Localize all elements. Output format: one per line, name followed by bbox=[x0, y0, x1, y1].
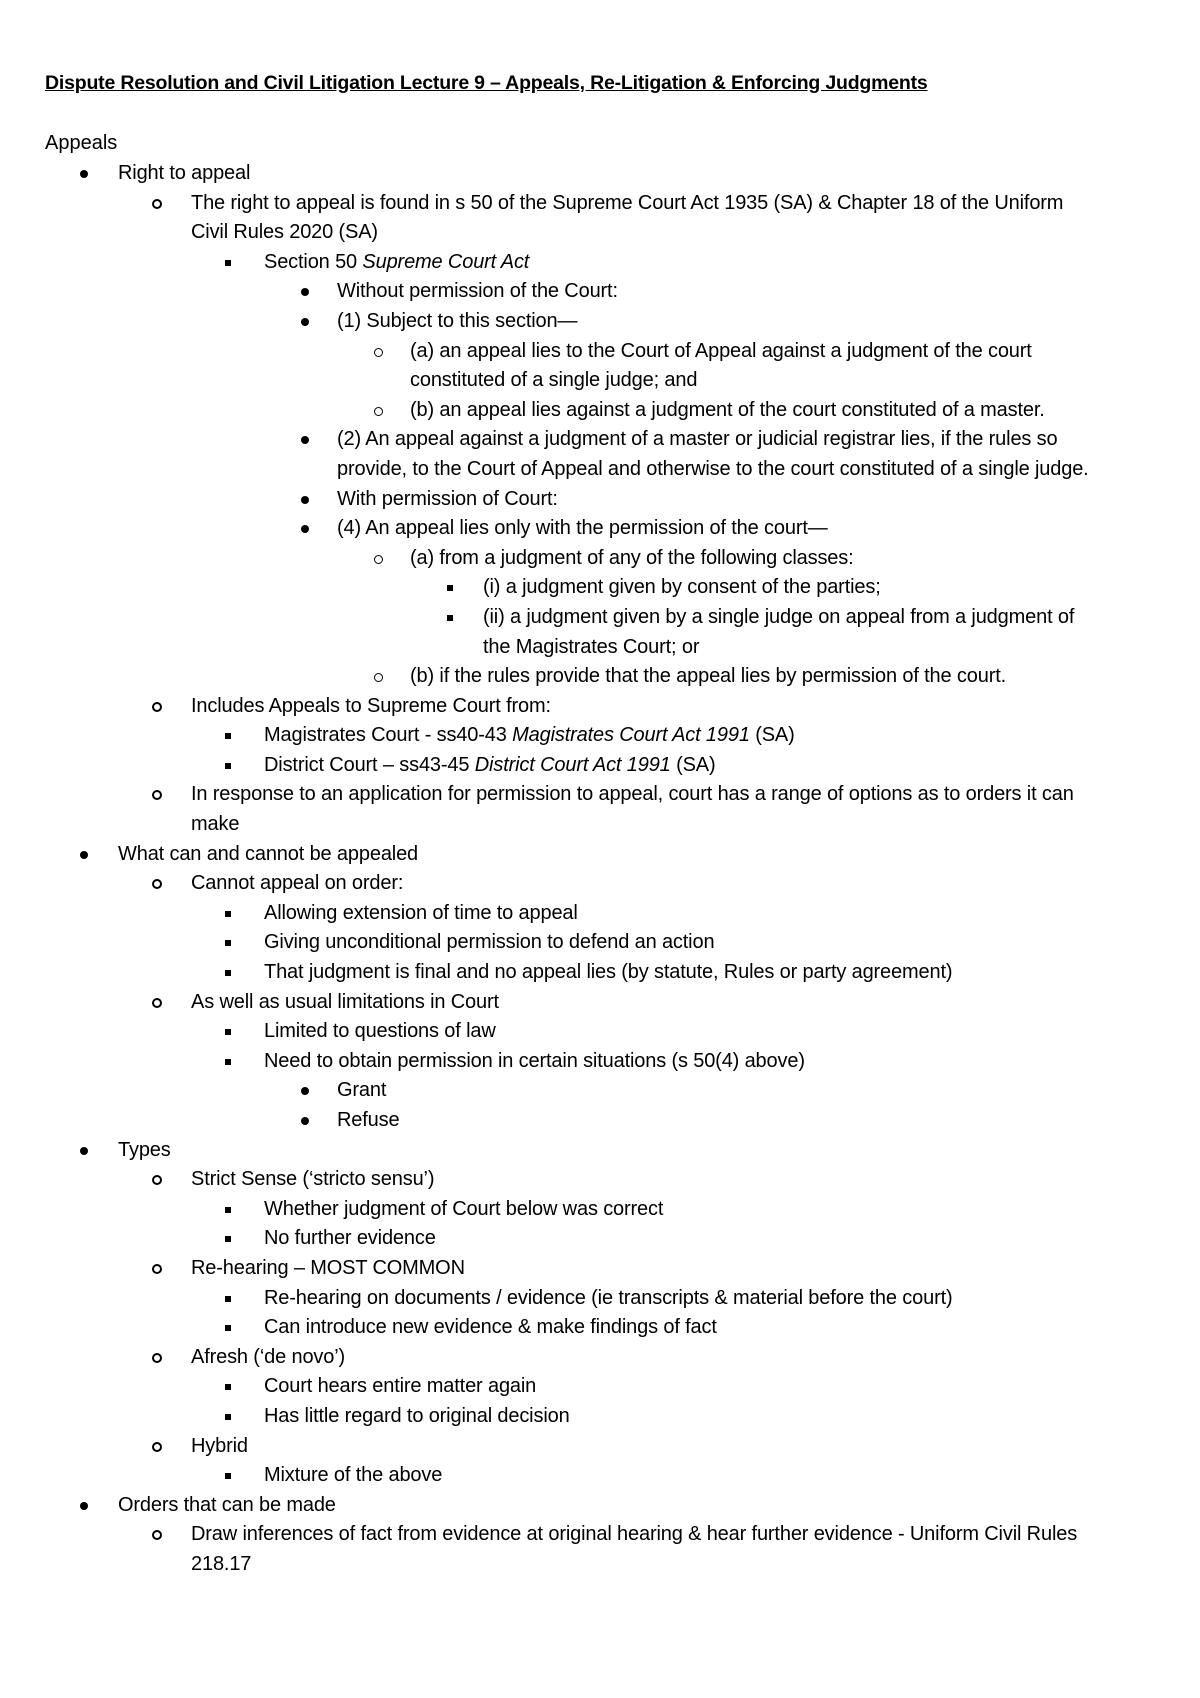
list-item-text bbox=[264, 1195, 1090, 1225]
ring-bullet-icon bbox=[152, 702, 162, 712]
list-item-level-3 bbox=[0, 1402, 1200, 1432]
list-item-text bbox=[337, 1076, 1090, 1106]
list-item-text-main: Need to obtain permission in certain situations (s 50(4) above) bbox=[264, 1049, 805, 1072]
list-item-text-main: Draw inferences of fact from evidence at original hearing & hear further evidence - Uniform Civil Rules 218.17 bbox=[191, 1523, 1078, 1575]
square-bullet-icon bbox=[225, 733, 231, 739]
list-item-text bbox=[410, 544, 1090, 574]
square-bullet-icon bbox=[447, 585, 453, 591]
list-item-text bbox=[264, 248, 1090, 278]
disc-bullet-icon bbox=[80, 851, 88, 859]
list-item-level-2 bbox=[0, 692, 1200, 722]
list-item-text-main: Re-hearing – MOST COMMON bbox=[191, 1256, 465, 1279]
list-item-text bbox=[264, 1224, 1090, 1254]
list-item-text-main: Grant bbox=[337, 1079, 387, 1102]
list-item-text-suffix: (SA) bbox=[670, 753, 716, 776]
list-item-level-1 bbox=[0, 159, 1200, 189]
list-item-text bbox=[191, 780, 1090, 839]
list-item-text bbox=[483, 603, 1090, 662]
list-item-text bbox=[483, 573, 1090, 603]
ring-bullet-icon bbox=[152, 1353, 162, 1363]
list-item-text-main: Magistrates Court - ss40-43 bbox=[264, 724, 513, 747]
list-item-level-2 bbox=[0, 869, 1200, 899]
list-item-text-main: (a) from a judgment of any of the following classes: bbox=[410, 546, 854, 569]
list-item-text-main: Re-hearing on documents / evidence (ie transcripts & material before the court) bbox=[264, 1286, 953, 1309]
list-item-text-main: Orders that can be made bbox=[118, 1493, 336, 1516]
list-item-text bbox=[191, 1432, 1090, 1462]
list-item-text bbox=[118, 1136, 1090, 1166]
list-item-level-2 bbox=[0, 1520, 1200, 1579]
list-item-level-3 bbox=[0, 1195, 1200, 1225]
outline-list bbox=[0, 159, 1200, 1580]
list-item-level-2 bbox=[0, 189, 1200, 248]
circle-bullet-icon bbox=[374, 673, 383, 682]
square-bullet-icon bbox=[447, 615, 453, 621]
list-item-text bbox=[264, 1461, 1090, 1491]
disc-bullet-icon bbox=[301, 525, 309, 533]
list-item-text-main: Allowing extension of time to appeal bbox=[264, 901, 578, 924]
list-item-text-main: Right to appeal bbox=[118, 162, 251, 184]
list-item-text-main: In response to an application for permission to appeal, court has a range of options as to orders it can make bbox=[191, 783, 1074, 836]
list-item-level-3 bbox=[0, 1372, 1200, 1402]
circle-bullet-icon bbox=[374, 407, 383, 416]
list-item-level-4 bbox=[0, 277, 1200, 307]
list-item-text bbox=[264, 1402, 1090, 1432]
list-item-text bbox=[264, 928, 1090, 958]
list-item-text-main: (4) An appeal lies only with the permission of the court— bbox=[337, 517, 828, 540]
list-item-level-2 bbox=[0, 1343, 1200, 1373]
disc-bullet-icon bbox=[80, 1147, 88, 1155]
list-item-text bbox=[264, 1047, 1090, 1077]
list-item-text bbox=[264, 1284, 1090, 1314]
square-bullet-icon bbox=[225, 940, 231, 946]
list-item-level-3 bbox=[0, 1017, 1200, 1047]
list-item-text bbox=[264, 1313, 1090, 1343]
list-item-level-3 bbox=[0, 1284, 1200, 1314]
ring-bullet-icon bbox=[152, 199, 162, 209]
list-item-level-2 bbox=[0, 988, 1200, 1018]
document-title: Dispute Resolution and Civil Litigation Lecture 9 – Appeals, Re-Litigation & Enforcing Judgments bbox=[45, 72, 928, 94]
list-item-text bbox=[264, 958, 1090, 988]
square-bullet-icon bbox=[225, 1325, 231, 1331]
list-item-level-6 bbox=[0, 573, 1200, 603]
disc-bullet-icon bbox=[301, 318, 309, 326]
list-item-text bbox=[264, 899, 1090, 929]
list-item-text-main: Afresh (‘de novo’) bbox=[191, 1345, 346, 1368]
list-item-text-main: Court hears entire matter again bbox=[264, 1375, 537, 1398]
list-item-level-3 bbox=[0, 1224, 1200, 1254]
list-item-text bbox=[118, 840, 1090, 870]
ring-bullet-icon bbox=[152, 879, 162, 889]
list-item-text bbox=[337, 307, 1090, 337]
list-item-text bbox=[337, 485, 1090, 515]
list-item-text-main: (1) Subject to this section— bbox=[337, 309, 578, 332]
disc-bullet-icon bbox=[301, 1117, 309, 1125]
list-item-text-main: Mixture of the above bbox=[264, 1464, 443, 1487]
list-item-text bbox=[337, 1106, 1090, 1136]
list-item-level-2 bbox=[0, 780, 1200, 839]
list-item-text-main: With permission of Court: bbox=[337, 487, 558, 510]
square-bullet-icon bbox=[225, 1207, 231, 1213]
list-item-level-3 bbox=[0, 721, 1200, 751]
list-item-text bbox=[191, 692, 1090, 722]
list-item-text bbox=[410, 396, 1090, 426]
list-item-text-main: Without permission of the Court: bbox=[337, 280, 618, 303]
list-item-text-main: (i) a judgment given by consent of the parties; bbox=[483, 576, 881, 599]
list-item-level-2 bbox=[0, 1254, 1200, 1284]
square-bullet-icon bbox=[225, 970, 231, 976]
ring-bullet-icon bbox=[152, 1264, 162, 1274]
square-bullet-icon bbox=[225, 1236, 231, 1242]
list-item-text bbox=[337, 277, 1090, 307]
list-item-text bbox=[191, 988, 1090, 1018]
list-item-level-3 bbox=[0, 928, 1200, 958]
list-item-level-5 bbox=[0, 544, 1200, 574]
square-bullet-icon bbox=[225, 1029, 231, 1035]
list-item-level-2 bbox=[0, 1165, 1200, 1195]
list-item-level-1 bbox=[0, 840, 1200, 870]
list-item-level-3 bbox=[0, 751, 1200, 781]
list-item-text-main: (b) if the rules provide that the appeal lies by permission of the court. bbox=[410, 665, 1007, 688]
disc-bullet-icon bbox=[80, 170, 88, 178]
list-item-level-3 bbox=[0, 958, 1200, 988]
list-item-text-main: As well as usual limitations in Court bbox=[191, 990, 499, 1013]
circle-bullet-icon bbox=[374, 555, 383, 564]
disc-bullet-icon bbox=[301, 1087, 309, 1095]
list-item-text-main: Refuse bbox=[337, 1109, 400, 1131]
list-item-level-4 bbox=[0, 485, 1200, 515]
section-heading: Appeals bbox=[45, 132, 118, 154]
list-item-text-italic: Magistrates Court Act 1991 bbox=[512, 724, 750, 747]
square-bullet-icon bbox=[225, 763, 231, 769]
list-item-text-main: Giving unconditional permission to defend an action bbox=[264, 931, 715, 954]
list-item-text-suffix: (SA) bbox=[749, 724, 795, 747]
list-item-level-4 bbox=[0, 1106, 1200, 1136]
disc-bullet-icon bbox=[301, 436, 309, 444]
list-item-text bbox=[264, 1017, 1090, 1047]
list-item-text-main: Types bbox=[118, 1138, 171, 1161]
list-item-level-1 bbox=[0, 1136, 1200, 1166]
list-item-text-main: Cannot appeal on order: bbox=[191, 872, 404, 895]
list-item-text bbox=[191, 1254, 1090, 1284]
square-bullet-icon bbox=[225, 260, 231, 266]
list-item-text bbox=[118, 159, 1090, 189]
list-item-text-main: No further evidence bbox=[264, 1227, 436, 1250]
list-item-text-main: (ii) a judgment given by a single judge on appeal from a judgment of the Magistrates Court; or bbox=[483, 605, 1075, 658]
list-item-text-main: Hybrid bbox=[191, 1434, 248, 1457]
list-item-text bbox=[118, 1491, 1090, 1521]
list-item-level-4 bbox=[0, 425, 1200, 484]
list-item-level-5 bbox=[0, 337, 1200, 396]
disc-bullet-icon bbox=[301, 496, 309, 504]
list-item-level-3 bbox=[0, 1313, 1200, 1343]
list-item-level-6 bbox=[0, 603, 1200, 662]
list-item-text-main: Section 50 bbox=[264, 250, 363, 273]
list-item-level-5 bbox=[0, 396, 1200, 426]
circle-bullet-icon bbox=[374, 348, 383, 357]
list-item-text bbox=[264, 721, 1090, 751]
list-item-text-main: (2) An appeal against a judgment of a master or judicial registrar lies, if the rules so provide, to the Court of Appeal and otherwise to the court constituted of a single judge. bbox=[337, 428, 1089, 480]
list-item-text-italic: District Court Act 1991 bbox=[474, 753, 671, 776]
list-item-text-main: That judgment is final and no appeal lies (by statute, Rules or party agreement) bbox=[264, 961, 953, 984]
list-item-text-main: District Court – ss43-45 bbox=[264, 753, 475, 776]
ring-bullet-icon bbox=[152, 1175, 162, 1185]
list-item-level-3 bbox=[0, 1047, 1200, 1077]
list-item-level-4 bbox=[0, 1076, 1200, 1106]
list-item-text-main: What can and cannot be appealed bbox=[118, 842, 419, 865]
ring-bullet-icon bbox=[152, 1442, 162, 1452]
list-item-text-main: Can introduce new evidence & make findings of fact bbox=[264, 1316, 717, 1339]
list-item-text-main: Whether judgment of Court below was correct bbox=[264, 1197, 664, 1220]
list-item-level-1 bbox=[0, 1491, 1200, 1521]
ring-bullet-icon bbox=[152, 998, 162, 1008]
list-item-text bbox=[191, 869, 1090, 899]
square-bullet-icon bbox=[225, 1059, 231, 1065]
square-bullet-icon bbox=[225, 1384, 231, 1390]
list-item-level-5 bbox=[0, 662, 1200, 692]
list-item-text-main: The right to appeal is found in s 50 of the Supreme Court Act 1935 (SA) & Chapter 18 of the Uniform Civil Rules 2020 (SA) bbox=[191, 191, 1064, 244]
list-item-text bbox=[410, 662, 1090, 692]
list-item-text bbox=[264, 1372, 1090, 1402]
ring-bullet-icon bbox=[152, 790, 162, 800]
list-item-text bbox=[191, 189, 1090, 248]
list-item-level-4 bbox=[0, 514, 1200, 544]
list-item-level-3 bbox=[0, 1461, 1200, 1491]
list-item-text-main: Has little regard to original decision bbox=[264, 1404, 570, 1427]
ring-bullet-icon bbox=[152, 1530, 162, 1540]
list-item-text-italic: Supreme Court Act bbox=[362, 250, 530, 273]
disc-bullet-icon bbox=[80, 1502, 88, 1510]
disc-bullet-icon bbox=[301, 288, 309, 296]
list-item-level-4 bbox=[0, 307, 1200, 337]
list-item-text bbox=[191, 1165, 1090, 1195]
list-item-text bbox=[337, 514, 1090, 544]
square-bullet-icon bbox=[225, 1473, 231, 1479]
list-item-text-main: Limited to questions of law bbox=[264, 1020, 496, 1043]
list-item-text-main: (b) an appeal lies against a judgment of the court constituted of a master. bbox=[410, 398, 1045, 421]
list-item-level-3 bbox=[0, 899, 1200, 929]
list-item-text bbox=[191, 1343, 1090, 1373]
list-item-text-main: Includes Appeals to Supreme Court from: bbox=[191, 694, 551, 717]
square-bullet-icon bbox=[225, 911, 231, 917]
square-bullet-icon bbox=[225, 1296, 231, 1302]
list-item-text-main: (a) an appeal lies to the Court of Appeal against a judgment of the court constituted of a single judge; and bbox=[410, 339, 1032, 392]
list-item-text-main: Strict Sense (‘stricto sensu’) bbox=[191, 1168, 435, 1191]
list-item-text bbox=[337, 425, 1090, 484]
list-item-level-3 bbox=[0, 248, 1200, 278]
list-item-text bbox=[191, 1520, 1090, 1579]
list-item-level-2 bbox=[0, 1432, 1200, 1462]
list-item-text bbox=[410, 337, 1090, 396]
square-bullet-icon bbox=[225, 1414, 231, 1420]
list-item-text bbox=[264, 751, 1090, 781]
